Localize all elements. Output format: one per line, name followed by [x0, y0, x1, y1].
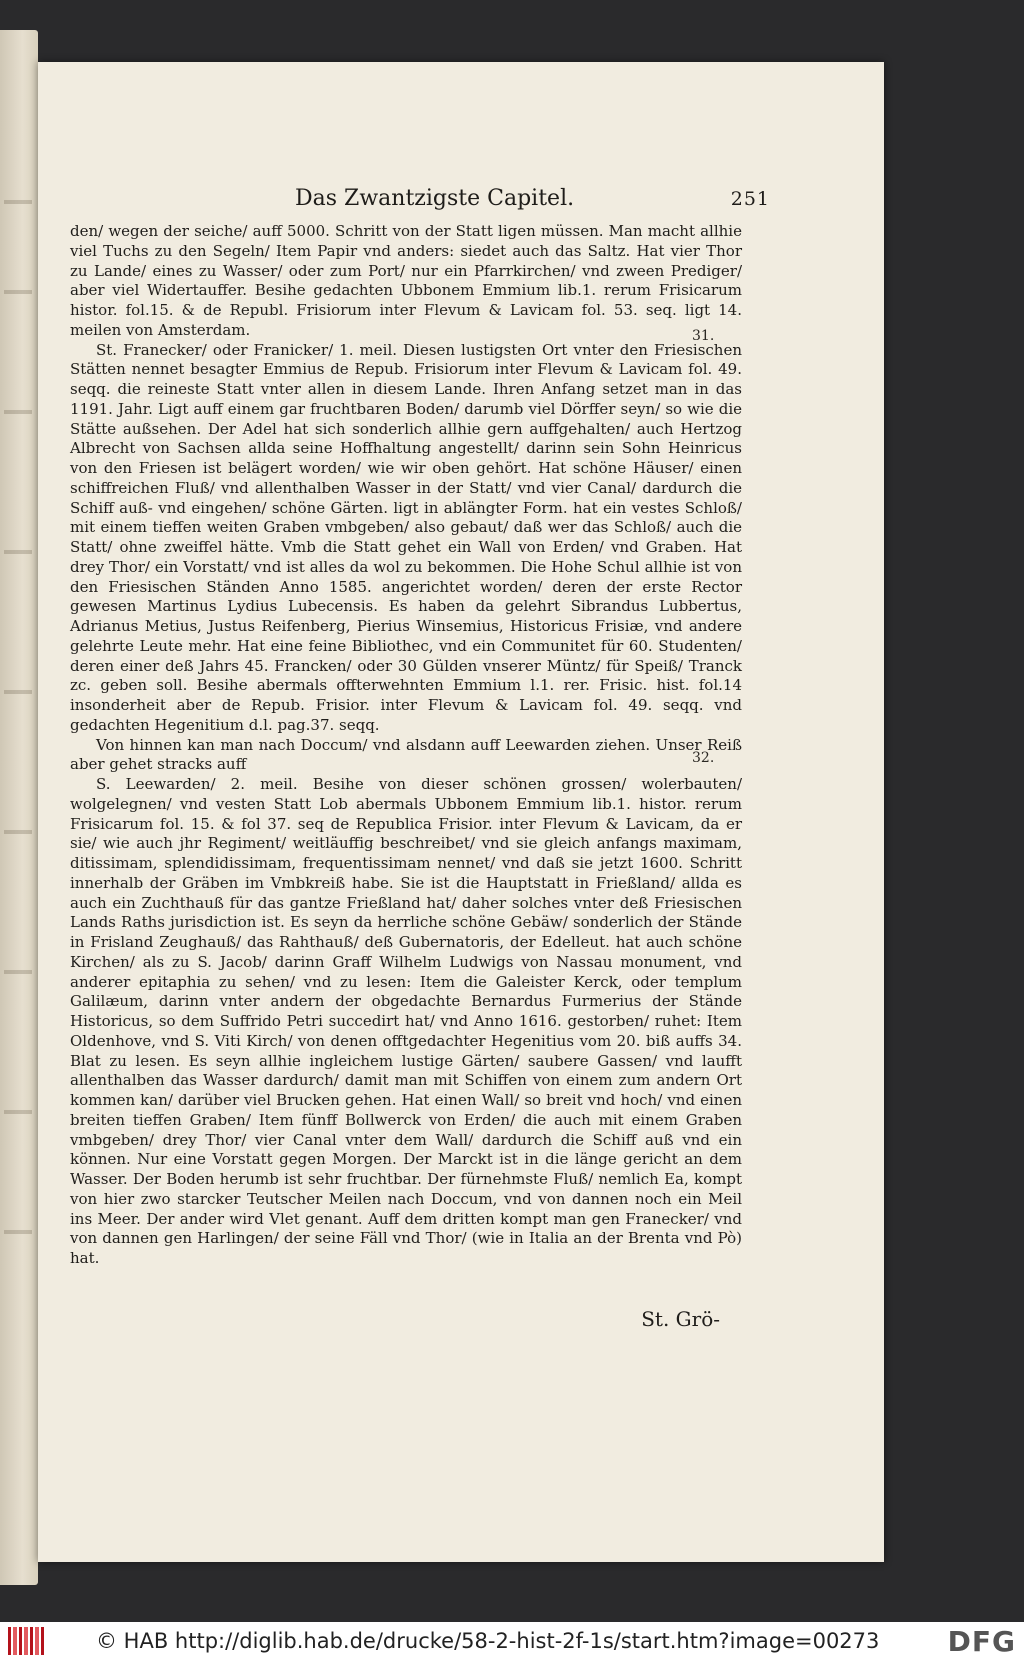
ghost-text-line — [4, 970, 32, 974]
paragraph-leewarden: S. Leewarden/ 2. meil. Besihe von dieser schönen grossen/ wolerbauten/ wolgelegnen/ vnd vesten Statt Lob abermals Ubbonem Emmium lib.1. histor. rerum Frisicarum fol. 15. & fol 37. seq de Republica Frisior. inter Flevum & Lavicam, da er sie/ wie auch jhr Regiment/ weitläuffig beschreibet/ vnd sie gleich anfangs maximam, ditissimam, splendidissimam, frequentissimam nennet/ vnd daß sie jetzt 1600. Schritt innerhalb der Gräben im Vmbkreiß habe. Sie ist die Hauptstatt in Frießland/ allda es auch ein Zuchthauß für das gantze Frießland hat/ daher solches vnter deß Friesischen Lands Raths jurisdiction ist. Es seyn da herrliche schöne Gebäw/ sonderlich der Stände in Frisland Zeughauß/ das Rahthauß/ deß Gubernatoris, der Edelleut. hat auch schöne Kirchen/ als zu S. Jacob/ darinn Graff Wilhelm Ludwigs von Nassau monument, vnd anderer epitaphia zu sehen/ vnd zu lesen: Item die Galeister Kerck, oder templum Galilæum, darinn vnter andern der obgedachte Bernardus Furmerius der Stände Historicus, so dem Suffrido Petri succedirt hat/ vnd Anno 1616. gestorben/ ruhet: Item Oldenhove, vnd S. Viti Kirch/ von denen offtgedachter Hegenitius vom 20. biß auffs 34. Blat zu lesen. Es seyn allhie ingleichem lustige Gärten/ saubere Gassen/ vnd laufft allenthalben das Wasser dardurch/ damit man mit Schiffen von einem zum andern Ort kommen kan/ darüber viel Brucken gehen. Hat einen Wall/ so breit vnd hoch/ vnd einen breiten tieffen Graben/ Item fünff Bollwerck von Erden/ die auch mit einem Graben vmbgeben/ drey Thor/ vier Canal vnter dem Wall/ dardurch die Schiff auß vnd ein können. Nur eine Vorstatt gegen Morgen. Der Marckt ist in die länge gericht an dem Wasser. Der Boden herumb ist sehr fruchtbar. Der fürnehmste Fluß/ nemlich Ea, kompt von hier zwo starcker Teutscher Meilen nach Doccum, vnd von dannen noch ein Meil ins Meer. Der ander wird Vlet genant. Auff dem dritten kompt man gen Franecker/ vnd von dannen gen Harlingen/ der seine Fäll vnd Thor/ (wie in Italia an der Brenta vnd Pò) hat. — [70, 775, 742, 1267]
margin-note-31: 31. — [692, 328, 715, 344]
page-number: 251 — [730, 188, 770, 210]
ghost-text-line — [4, 1230, 32, 1234]
ghost-text-line — [4, 690, 32, 694]
ghost-text-line — [4, 830, 32, 834]
book-page — [38, 62, 884, 1562]
footer-source-link[interactable]: © HAB http://diglib.hab.de/drucke/58-2-hist-2f-1s/start.htm?image=00273 — [96, 1629, 880, 1653]
body-text — [70, 222, 742, 1269]
hab-logo-icon — [8, 1627, 44, 1655]
footer-bar — [0, 1622, 1024, 1660]
ghost-text-line — [4, 550, 32, 554]
margin-note-32: 32. — [692, 750, 715, 766]
ghost-text-line — [4, 410, 32, 414]
previous-page-edge — [0, 30, 38, 1585]
paragraph-travel-note: Von hinnen kan man nach Doccum/ vnd alsdann auff Leewarden ziehen. Unser Reiß aber gehet stracks auff — [70, 735, 742, 774]
ghost-text-line — [4, 1110, 32, 1114]
ghost-text-line — [4, 290, 32, 294]
paragraph-franecker: St. Franecker/ oder Franicker/ 1. meil. Diesen lustigsten Ort vnter den Friesischen Stätten nennet besagter Emmius de Repub. Frisiorum inter Flevum & Lavicam fol. 49. seqq. die reineste Statt vnter allen in diesem Lande. Ihren Anfang setzet man in das 1191. Jahr. Ligt auff einem gar fruchtbaren Boden/ darumb viel Dörffer seyn/ so wie die Stätte außsehen. Der Adel hat sich sonderlich allhie gern auffgehalten/ auch Hertzog Albrecht von Sachsen allda seine Hoffhaltung angestellt/ darinn sein Sohn Heinricus von den Friesen ist belägert worden/ wie wir oben gehört. Hat schöne Häuser/ einen schiffreichen Fluß/ vnd allenthalben Wasser in der Statt/ vnd vier Canal/ dardurch die Schiff auß- vnd eingehen/ schöne Gärten. ligt in ablängter Form. hat ein vestes Schloß/ mit einem tieffen weiten Graben vmbgeben/ also gebaut/ daß wer das Schloß/ auch die Statt/ ohne zweiffel hätte. Vmb die Statt gehet ein Wall von Erden/ vnd Graben. Hat drey Thor/ ein Vorstatt/ vnd ist alles da wol zu bekommen. Die Hohe Schul allhie ist von den Friesischen Ständen Anno 1585. angerichtet worden/ deren der erste Rector gewesen Martinus Lydius Lubecensis. Es haben da gelehrt Sibrandus Lubbertus, Adrianus Metius, Justus Reifenberg, Pierius Winsemius, Historicus Frisiæ, vnd andere gelehrte Leute mehr. Hat eine feine Bibliothec, vnd ein Communitet für 60. Studenten/ deren einer deß Jahrs 45. Francken/ oder 30 Gülden vnserer Müntz/ für Speiß/ Tranck zc. geben soll. Besihe abermals offterwehnten Emmium l.1. rer. Frisic. hist. fol.14 insonderheit aber de Repub. Frisior. inter Flevum & Lavicam fol. 49. seqq. vnd gedachten Hegenitium d.l. pag.37. seqq. — [70, 340, 742, 734]
chapter-title: Das Zwantzigste Capitel. — [295, 186, 575, 211]
catchword: St. Grö- — [641, 1307, 720, 1331]
running-head — [265, 186, 770, 218]
paragraph-1: den/ wegen der seiche/ auff 5000. Schritt von der Statt ligen müssen. Man macht allhie viel Tuchs zu den Segeln/ Item Papir vnd anders: siedet auch das Saltz. Hat vier Thor zu Lande/ eines zu Wasser/ oder zum Port/ nur ein Pfarrkirchen/ vnd zween Prediger/ aber viel Widertauffer. Besihe gedachten Ubbonem Emmium lib.1. rerum Frisicarum histor. fol.15. & de Republ. Frisiorum inter Flevum & Lavicam fol. 53. seq. ligt 14. meilen von Amsterdam. — [70, 222, 742, 339]
dfg-logo: DFG — [947, 1625, 1016, 1658]
ghost-text-line — [4, 200, 32, 204]
